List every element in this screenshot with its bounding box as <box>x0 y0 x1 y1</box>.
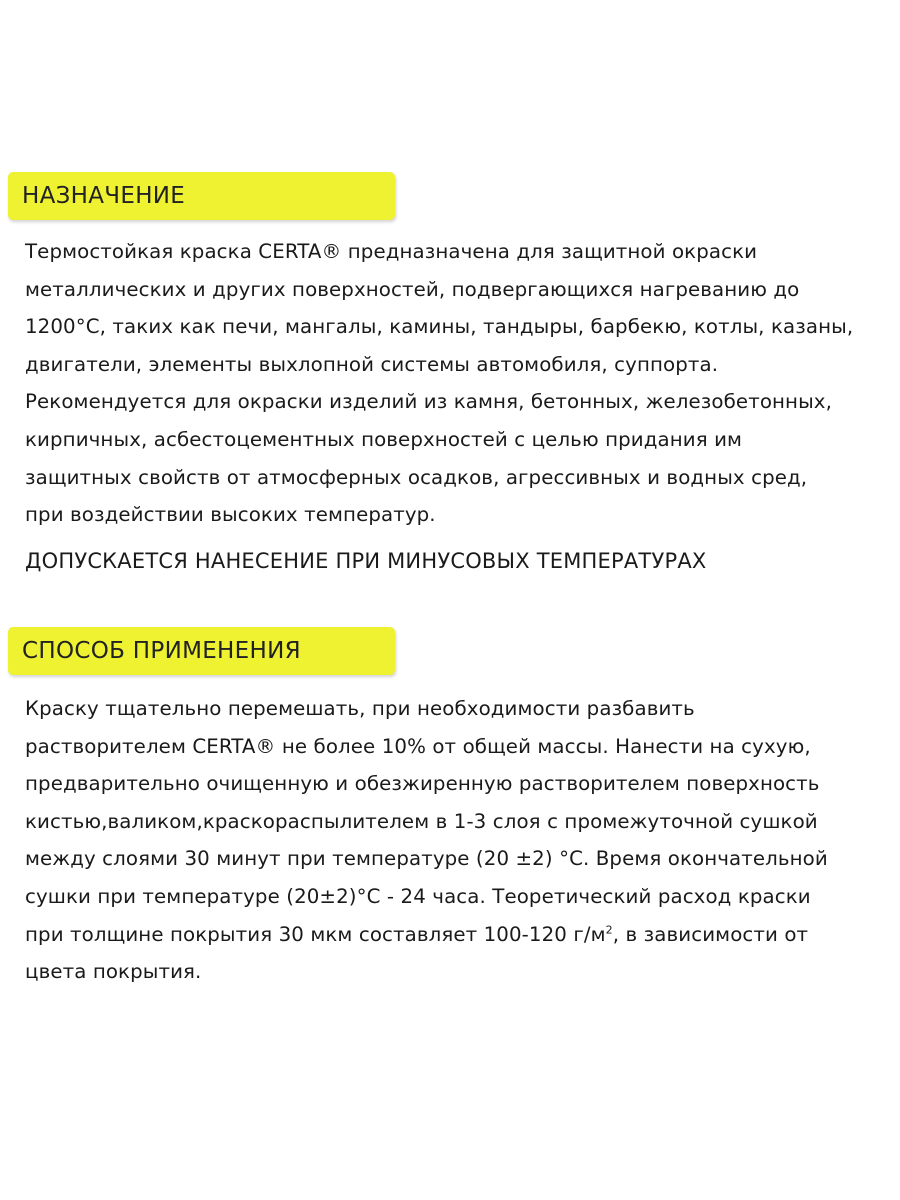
purpose-paragraph <box>25 233 890 534</box>
text-line <box>25 916 890 954</box>
section-title: СПОСОБ ПРИМЕНЕНИЯ <box>22 638 301 664</box>
text-line: цвета покрытия. <box>25 960 202 984</box>
text-line: между слоями 30 минут при температуре (20 ±2) °С. Время окончательной <box>25 847 828 871</box>
text-line: Краску тщательно перемешать, при необходимости разбавить <box>25 697 695 720</box>
text-line: двигатели, элементы выхлопной системы автомобиля, суппорта. <box>25 352 719 376</box>
text-line: предварительно очищенную и обезжиренную растворителем поверхность <box>25 772 820 796</box>
text-line: защитных свойств от атмосферных осадков, агрессивных и водных сред, <box>25 465 808 489</box>
text-line: Термостойкая краска CERTA® предназначена для защитной окраски <box>25 240 758 263</box>
text-line: при воздействии высоких температур. <box>25 503 436 527</box>
superscript: 2 <box>605 922 613 936</box>
text-fragment: при толщине покрытия 30 мкм составляет 100-120 г/м <box>25 922 606 946</box>
section-title: НАЗНАЧЕНИЕ <box>22 183 186 209</box>
text-line: металлических и других поверхностей, подвергающихся нагреванию до <box>25 277 800 301</box>
negative-temperature-notice: ДОПУСКАЕТСЯ НАНЕСЕНИЕ ПРИ МИНУСОВЫХ ТЕМПЕРАТУРАХ <box>25 549 707 573</box>
application-paragraph <box>25 690 890 991</box>
text-line: кирпичных, асбестоцементных поверхностей с целью придания им <box>25 427 743 451</box>
text-line: кистью,валиком,краскораспылителем в 1-3 слоя с промежуточной сушкой <box>25 809 818 833</box>
text-line: 1200°С, таких как печи, мангалы, камины, тандыры, барбекю, котлы, казаны, <box>25 315 854 339</box>
section-header-purpose <box>8 172 395 220</box>
text-line: сушки при температуре (20±2)°С - 24 часа. Теоретический расход краски <box>25 884 811 908</box>
section-header-application <box>8 627 395 675</box>
text-line: растворителем CERTA® не более 10% от общей массы. Нанести на сухую, <box>25 734 811 758</box>
text-line: Рекомендуется для окраски изделий из камня, бетонных, железобетонных, <box>25 390 833 414</box>
text-fragment: , в зависимости от <box>612 922 809 946</box>
